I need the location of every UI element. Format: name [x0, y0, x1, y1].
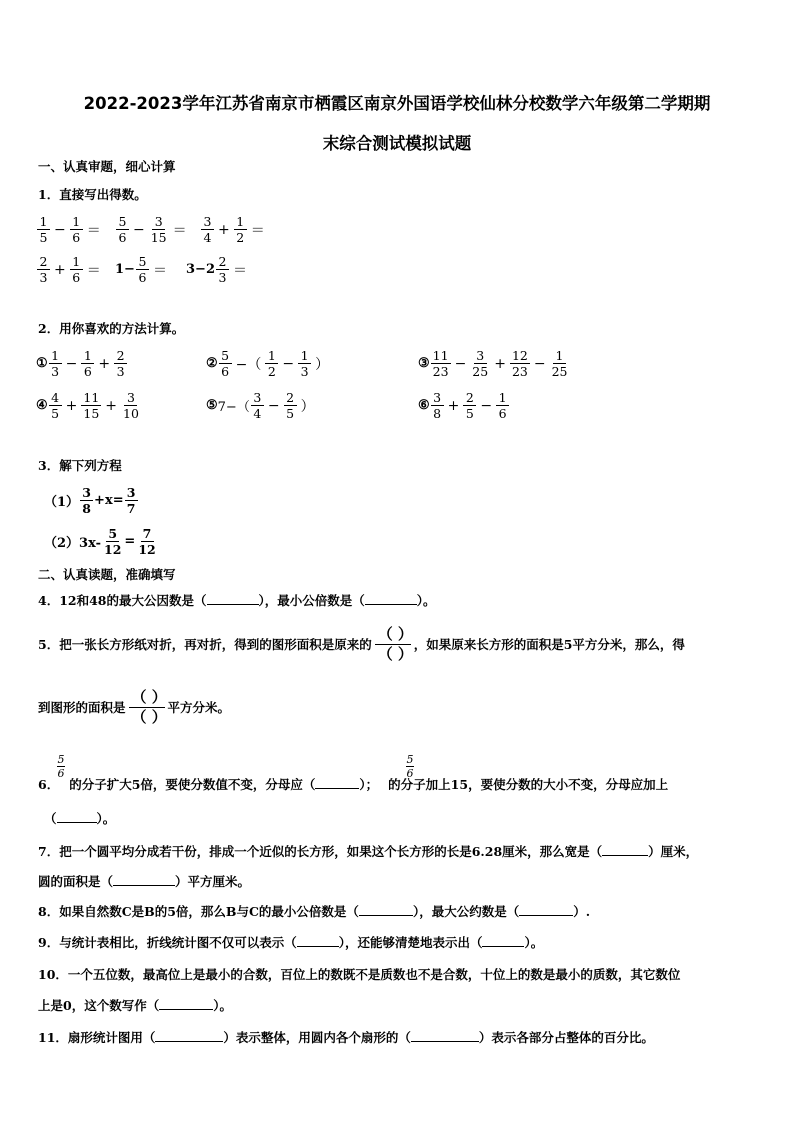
q7-text-c: 圆的面积是（: [38, 874, 114, 889]
denominator: 5: [286, 406, 295, 421]
denominator: 3: [300, 364, 309, 379]
operator: +: [65, 397, 78, 414]
fraction: [80, 485, 93, 516]
answer-fraction-blank[interactable]: [375, 626, 411, 663]
fraction: [550, 348, 570, 379]
q6-text-a: 6．: [38, 777, 60, 792]
equation-middle: =: [124, 534, 136, 549]
circled-number: ③: [418, 356, 430, 371]
numerator: 2: [284, 390, 297, 406]
q4-text-c: ）。: [416, 593, 436, 608]
q3-equation-2: [44, 526, 159, 557]
answer-blank[interactable]: [482, 934, 524, 947]
numerator: 5: [116, 214, 129, 230]
denominator: 5: [51, 406, 60, 421]
question-7-line-2: [38, 873, 250, 891]
fraction: [37, 254, 50, 285]
numerator: 3: [152, 214, 165, 230]
close-paren: ）: [300, 398, 315, 415]
fraction: [265, 348, 278, 379]
equals-sign: ＝: [172, 222, 187, 239]
q5-text-b: ，如果原来长方形的面积是5平方分米，那么，得: [413, 636, 685, 652]
q2-expr-6: [418, 390, 510, 421]
q6-text-c: ）；: [359, 777, 379, 792]
denominator: 6: [221, 364, 230, 379]
operator: −（: [235, 356, 262, 373]
operator: −: [480, 397, 493, 414]
numerator: 11: [83, 390, 100, 405]
numerator: 5: [219, 348, 232, 364]
fraction: [298, 348, 311, 379]
answer-blank[interactable]: [519, 903, 573, 916]
section-1-heading: 一、认真审题，细心计算: [38, 159, 176, 174]
question-4: [38, 592, 436, 610]
equals-sign: ＝: [86, 262, 101, 279]
fraction: [70, 214, 83, 245]
q9-text-a: 9．与统计表相比，折线统计图不仅可以表示（: [38, 935, 297, 950]
question-10-line-2: [38, 997, 232, 1015]
numerator: 5: [57, 753, 65, 766]
fraction: [81, 390, 101, 421]
numerator: 3: [431, 390, 444, 406]
numerator: 1: [49, 348, 62, 364]
numerator: 1: [298, 348, 311, 364]
denominator: 12: [104, 542, 122, 557]
answer-blank[interactable]: [159, 997, 213, 1010]
denominator: 6: [83, 364, 92, 379]
denominator: 6: [498, 406, 507, 421]
denominator: 5: [39, 230, 48, 245]
q5-text-d: 平方分米。: [167, 699, 231, 715]
expression-prefix: 3−2: [186, 262, 215, 277]
numerator-blank[interactable]: （ ）: [375, 626, 411, 645]
denominator: 12: [138, 542, 156, 557]
question-5-line-1: [38, 626, 685, 663]
numerator: 3: [201, 214, 214, 230]
expression-prefix: 1−: [115, 262, 135, 277]
answer-blank[interactable]: [602, 843, 648, 856]
fraction: [431, 348, 451, 379]
numerator: 3: [125, 485, 138, 501]
fraction: [102, 526, 123, 557]
q1-expr-b: [115, 214, 190, 245]
numerator: 5: [406, 753, 414, 766]
numerator: 3: [251, 390, 264, 406]
q6-text-e: （: [44, 811, 57, 826]
q11-text-a: 11．扇形统计图用（: [38, 1030, 156, 1045]
fraction: [114, 348, 127, 379]
denominator: 6: [57, 767, 65, 780]
fraction: [510, 348, 530, 379]
denominator: 6: [118, 230, 127, 245]
q8-text-c: ）.: [573, 904, 591, 919]
denominator: 3: [51, 364, 60, 379]
question-2-prompt: 2．用你喜欢的方法计算。: [38, 321, 185, 336]
denominator: 3: [116, 364, 125, 379]
denominator: 3: [39, 270, 48, 285]
operator: −: [65, 355, 78, 372]
numerator: 5: [106, 526, 119, 542]
equals-sign: ＝: [250, 222, 265, 239]
q9-text-b: ），还能够清楚地表示出（: [338, 935, 483, 950]
fraction: [136, 526, 157, 557]
q2-expr-4: [36, 390, 142, 421]
question-11: [38, 1029, 654, 1047]
operator: −: [54, 221, 66, 238]
denominator: 6: [72, 230, 81, 245]
numerator: 1: [553, 348, 566, 364]
operator: +: [98, 355, 111, 372]
denominator-blank[interactable]: （ ）: [131, 708, 167, 726]
equation-label: （2）3x-: [44, 536, 102, 551]
numerator: 5: [136, 254, 149, 270]
fraction: [125, 485, 138, 516]
denominator: 23: [432, 364, 449, 379]
q7-text-d: ）平方厘米。: [175, 874, 251, 889]
numerator: 2: [463, 390, 476, 406]
circled-number: ⑥: [418, 398, 430, 413]
fraction: [234, 214, 247, 245]
fraction: [116, 214, 129, 245]
operator: −: [282, 355, 295, 372]
answer-blank[interactable]: [297, 934, 339, 947]
numerator: 1: [70, 214, 83, 230]
numerator-blank[interactable]: （ ）: [129, 689, 165, 708]
question-6-line-2: [44, 810, 115, 828]
denominator: 3: [218, 270, 227, 285]
numerator: 1: [70, 254, 83, 270]
answer-blank[interactable]: [365, 592, 417, 605]
fraction: [201, 214, 214, 245]
q8-text-a: 8．如果自然数C是B的5倍，那么B与C的最小公倍数是（: [38, 904, 359, 919]
circled-number: ②: [206, 356, 218, 371]
denominator: 7: [126, 501, 136, 516]
operator: −: [133, 221, 145, 238]
fraction: [81, 348, 94, 379]
q2-expr-5: [206, 390, 318, 421]
numerator: 1: [496, 390, 509, 406]
equation-label: （1）: [44, 495, 80, 510]
fraction: [37, 214, 50, 245]
answer-blank[interactable]: [155, 1029, 223, 1042]
numerator: 3: [474, 348, 487, 364]
numerator: 3: [80, 485, 93, 501]
q6-text-d: 的分子加上15，要使分数的大小不变，分母应加上: [388, 777, 669, 792]
q7-text-b: ）厘米，: [648, 844, 699, 859]
question-5-line-2: [38, 689, 230, 726]
q11-text-b: ）表示整体，用圆内各个扇形的（: [223, 1030, 411, 1045]
answer-blank[interactable]: [57, 810, 97, 823]
numerator: 2: [114, 348, 127, 364]
equals-sign: ＝: [232, 262, 247, 279]
equation-middle: +x=: [94, 493, 124, 508]
denominator: 25: [472, 364, 489, 379]
operator: +: [105, 397, 118, 414]
numerator: 1: [37, 214, 50, 230]
answer-blank[interactable]: [359, 903, 413, 916]
section-2-heading: 二、认真读题，准确填写: [38, 567, 176, 582]
fraction: [470, 348, 490, 379]
operator: −: [267, 397, 280, 414]
fraction: [216, 254, 229, 285]
operator: −: [454, 355, 467, 372]
fraction: [49, 348, 62, 379]
denominator: 4: [253, 406, 262, 421]
operator: +: [494, 355, 506, 372]
fraction: [219, 348, 232, 379]
fraction: [149, 214, 169, 245]
denominator: 6: [138, 270, 147, 285]
q2-expr-2: [206, 348, 332, 379]
answer-fraction-blank[interactable]: [129, 689, 165, 726]
q2-expr-1: [36, 348, 128, 379]
equals-sign: ＝: [152, 262, 167, 279]
title-line-1: 2022-2023学年江苏省南京市栖霞区南京外国语学校仙林分校数学六年级第二学期期: [83, 94, 711, 113]
numerator: 3: [124, 390, 137, 406]
fraction: [136, 254, 149, 285]
q5-text-c: 到图形的面积是: [38, 699, 126, 715]
question-9: [38, 934, 543, 952]
denominator: 15: [150, 230, 167, 245]
question-10-line-1: 10．一个五位数，最高位上是最小的合数，百位上的数既不是质数也不是合数，十位上的数是最小的质数，其它数位: [38, 967, 681, 982]
question-3-prompt: 3．解下列方程: [38, 458, 122, 473]
answer-blank[interactable]: [207, 592, 259, 605]
fraction: [284, 390, 297, 421]
denominator: 6: [406, 767, 414, 780]
q5-text-a: 5．把一张长方形纸对折，再对折，得到的图形面积是原来的: [38, 636, 372, 652]
fraction: [121, 390, 141, 421]
fraction: [70, 254, 83, 285]
numerator: 1: [81, 348, 94, 364]
question-6-line-1: [38, 776, 668, 794]
expression-prefix: 7−（: [217, 400, 250, 415]
fraction: [49, 390, 62, 421]
denominator: 2: [267, 364, 276, 379]
q1-expr-e: [115, 254, 170, 285]
answer-blank[interactable]: [113, 873, 175, 886]
answer-blank[interactable]: [411, 1029, 479, 1042]
numerator: 1: [265, 348, 278, 364]
circled-number: ①: [36, 356, 48, 371]
answer-blank[interactable]: [315, 776, 359, 789]
numerator: 4: [49, 390, 62, 406]
denominator: 25: [551, 364, 568, 379]
title-line-2: 末综合测试模拟试题: [322, 134, 472, 153]
denominator: 8: [433, 406, 442, 421]
fraction: [431, 390, 444, 421]
operator: +: [447, 397, 460, 414]
q4-text-b: ），最小公倍数是（: [258, 593, 365, 608]
numerator: 1: [234, 214, 247, 230]
numerator: 12: [511, 348, 528, 363]
denominator: 5: [465, 406, 474, 421]
operator: −: [533, 355, 546, 372]
q1-expr-c: [200, 214, 268, 245]
q6-text-f: ）。: [96, 811, 116, 826]
operator: +: [54, 261, 66, 278]
denominator: 6: [72, 270, 81, 285]
denominator: 15: [83, 406, 100, 421]
q1-expr-a: [36, 214, 104, 245]
operator: +: [218, 221, 230, 238]
q4-text-a: 4．12和48的最大公因数是（: [38, 593, 207, 608]
q7-text-a: 7．把一个圆平均分成若干份，排成一个近似的长方形，如果这个长方形的长是6.28厘米，那么宽是（: [38, 844, 603, 859]
numerator: 11: [432, 348, 449, 363]
question-8: [38, 903, 590, 921]
q10-text-b: 上是0，这个数写作（: [38, 998, 160, 1013]
question-1-prompt: 1．直接写出得数。: [38, 187, 147, 202]
q3-equation-1: [44, 485, 139, 516]
denominator: 4: [203, 230, 212, 245]
numerator: 7: [141, 526, 154, 542]
equals-sign: ＝: [86, 222, 101, 239]
numerator: 2: [37, 254, 50, 270]
q1-expr-f: [186, 254, 250, 285]
numerator: 2: [216, 254, 229, 270]
question-7-line-1: [38, 843, 698, 861]
denominator: 8: [82, 501, 91, 516]
q10-text-c: ）。: [213, 998, 232, 1013]
denominator: 10: [123, 406, 139, 421]
denominator-blank[interactable]: （ ）: [377, 645, 413, 663]
q8-text-b: ），最大公约数是（: [412, 904, 520, 919]
fraction: [496, 390, 509, 421]
q2-expr-3: [418, 348, 570, 379]
fraction: [463, 390, 476, 421]
q11-text-c: ）表示各部分占整体的百分比。: [478, 1030, 654, 1045]
denominator: 2: [236, 230, 245, 245]
fraction: [251, 390, 264, 421]
circled-number: ⑤: [206, 398, 218, 413]
circled-number: ④: [36, 398, 48, 413]
q6-text-b: 的分子扩大5倍，要使分数值不变，分母应（: [69, 777, 316, 792]
denominator: 23: [511, 364, 528, 379]
close-paren: ）: [315, 356, 330, 373]
q1-expr-d: [36, 254, 104, 285]
q9-text-c: ）。: [524, 935, 544, 950]
